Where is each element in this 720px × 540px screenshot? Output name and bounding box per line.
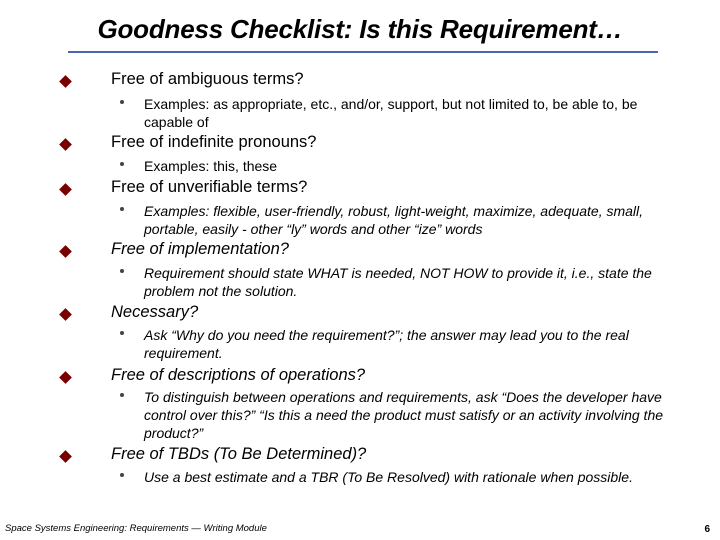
checklist-heading: Necessary?	[111, 303, 199, 321]
diamond-bullet-icon	[59, 75, 72, 88]
checklist-heading: Free of descriptions of operations?	[111, 366, 366, 384]
dot-bullet-icon	[120, 331, 124, 335]
dot-bullet-icon	[120, 269, 124, 273]
dot-bullet-icon	[120, 100, 124, 104]
diamond-bullet-icon	[59, 308, 72, 321]
checklist-subtext: Examples: as appropriate, etc., and/or, support, but not limited to, be able to, be capable of	[144, 96, 638, 130]
checklist-subtext: Requirement should state WHAT is needed, NOT HOW to provide it, i.e., state the problem not the solution.	[144, 265, 652, 299]
diamond-bullet-icon	[59, 245, 72, 258]
checklist-heading: Free of unverifiable terms?	[111, 178, 308, 196]
slide-footer: Space Systems Engineering: Requirements — Writing Module	[5, 523, 267, 534]
checklist-subtext: Use a best estimate and a TBR (To Be Resolved) with rationale when possible.	[144, 469, 633, 485]
checklist-heading: Free of implementation?	[111, 240, 289, 258]
checklist-heading: Free of indefinite pronouns?	[111, 133, 317, 151]
diamond-bullet-icon	[59, 138, 72, 151]
title-underline	[68, 51, 658, 53]
checklist-subtext: Ask “Why do you need the requirement?”; the answer may lead you to the real requirement.	[144, 327, 629, 361]
dot-bullet-icon	[120, 473, 124, 477]
page-number: 6	[704, 524, 710, 535]
checklist-heading: Free of TBDs (To Be Determined)?	[111, 445, 367, 463]
dot-bullet-icon	[120, 393, 124, 397]
diamond-bullet-icon	[59, 371, 72, 384]
diamond-bullet-icon	[59, 183, 72, 196]
diamond-bullet-icon	[59, 450, 72, 463]
checklist-subtext: Examples: flexible, user-friendly, robust, light-weight, maximize, adequate, small, portable, easily - other “ly” words and other “ize” words	[144, 203, 644, 237]
checklist-subtext: Examples: this, these	[144, 158, 278, 174]
checklist-heading: Free of ambiguous terms?	[111, 70, 304, 88]
dot-bullet-icon	[120, 207, 124, 211]
checklist-subtext: To distinguish between operations and requirements, ask “Does the developer have control over this?” “Is this a need the product must satisfy or an activity involving the product?”	[144, 389, 664, 441]
slide-title: Goodness Checklist: Is this Requirement…	[97, 14, 623, 44]
dot-bullet-icon	[120, 162, 124, 166]
